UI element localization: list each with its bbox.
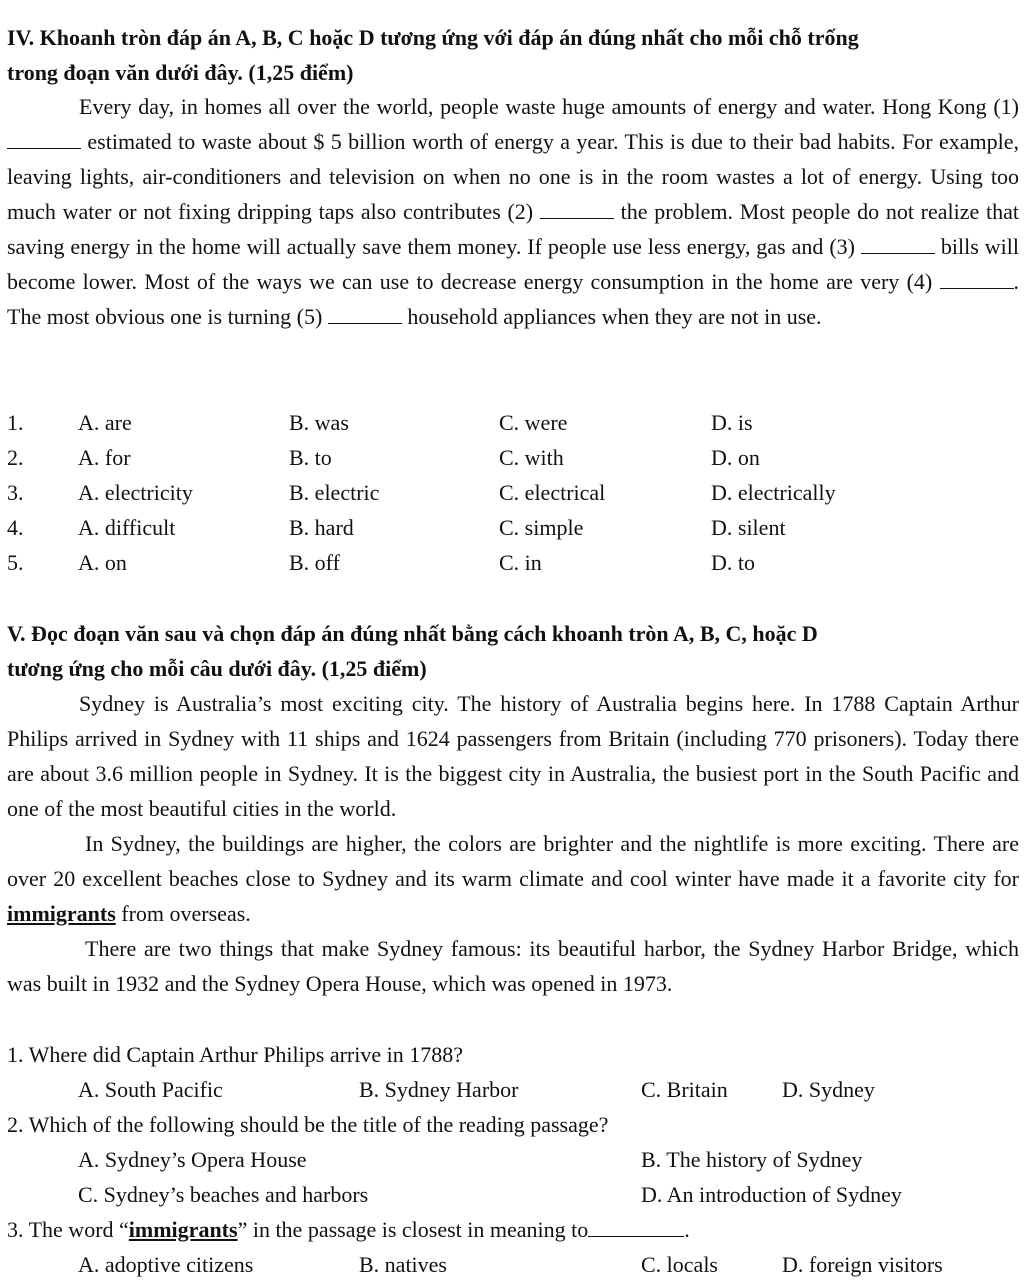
question-row — [7, 405, 1019, 440]
passage-part-4: bills will become lower. Most of the ways we can use to decrease energy consumption in the home are very (4) — [7, 234, 1019, 294]
section-4-heading-line1: IV. Khoanh tròn đáp án A, B, C hoặc D tương ứng với đáp án đúng nhất cho mỗi chỗ trống — [7, 25, 859, 50]
option-d[interactable]: D. An introduction of Sydney — [641, 1182, 902, 1207]
paragraph-2-text-before: In Sydney, the buildings are higher, the colors are brighter and the nightlife is more exciting. There are over 20 excellent beaches close to Sydney and its warm climate and cool winter have made it a favorite city for — [7, 831, 1019, 891]
question-number: 4. — [7, 515, 24, 540]
question-1-text: 1. Where did Captain Arthur Philips arrive in 1788? — [7, 1042, 464, 1067]
option-a[interactable]: A. adoptive citizens — [78, 1252, 254, 1277]
option-d[interactable]: D. on — [711, 445, 760, 470]
question-number: 5. — [7, 550, 24, 575]
keyword-immigrants: immigrants — [7, 901, 116, 926]
question-number: 1. — [7, 410, 24, 435]
question-2-text: 2. Which of the following should be the title of the reading passage? — [7, 1112, 609, 1137]
section-5-heading — [7, 616, 1019, 686]
option-b[interactable]: B. off — [289, 550, 340, 575]
option-a[interactable]: A. South Pacific — [78, 1077, 223, 1102]
option-a[interactable]: A. electricity — [78, 480, 193, 505]
question-number: 3. — [7, 480, 24, 505]
passage-part-1: Every day, in homes all over the world, people waste huge amounts of energy and water. Hong Kong (1) — [79, 94, 1019, 119]
option-d[interactable]: D. to — [711, 550, 755, 575]
section-5-paragraph-2 — [7, 826, 1019, 931]
question-row — [7, 475, 1019, 510]
section-4-answer-grid — [7, 405, 1019, 580]
blank-1 — [7, 130, 81, 149]
passage-part-3: the problem. Most people do not realize that saving energy in the home will actually save them money. If people use less energy, gas and (3) — [7, 199, 1020, 259]
section-5-heading-line1: V. Đọc đoạn văn sau và chọn đáp án đúng nhất bằng cách khoanh tròn A, B, C, hoặc D — [7, 621, 818, 646]
passage-part-6: household appliances when they are not in use. — [401, 304, 822, 329]
section-5-paragraph-3 — [7, 931, 1019, 1001]
question-2-options-row1 — [7, 1142, 1019, 1177]
question-3-text-before: 3. The word “ — [7, 1217, 129, 1242]
question-3-options — [7, 1247, 1019, 1282]
paragraph-1-text: Sydney is Australia’s most exciting city. The history of Australia begins here. In 1788 Captain Arthur Philips arrived in Sydney with 11 ships and 1624 passengers from Britain (including 770 prisoners). Today there are about 3.6 million people in Sydney. It is the biggest city in Australia, the busiest port in the South Pacific and one of the most beautiful cities in the world. — [7, 691, 1019, 821]
blank-2 — [540, 200, 614, 219]
option-a[interactable]: A. on — [78, 550, 127, 575]
question-3-text-after: ” in the passage is closest in meaning to — [237, 1217, 589, 1242]
paragraph-3-text: There are two things that make Sydney famous: its beautiful harbor, the Sydney Harbor Bridge, which was built in 1932 and the Sydney Opera House, which was opened in 1973. — [7, 936, 1019, 996]
option-c[interactable]: C. simple — [499, 515, 584, 540]
option-c[interactable]: C. were — [499, 410, 568, 435]
question-row — [7, 440, 1019, 475]
option-c[interactable]: C. electrical — [499, 480, 606, 505]
question-row — [7, 545, 1019, 580]
option-c[interactable]: C. locals — [641, 1252, 718, 1277]
option-b[interactable]: B. hard — [289, 515, 354, 540]
option-c[interactable]: C. with — [499, 445, 564, 470]
option-a[interactable]: A. are — [78, 410, 132, 435]
option-b[interactable]: B. to — [289, 445, 332, 470]
option-b[interactable]: B. natives — [359, 1252, 447, 1277]
section-4-heading — [7, 20, 1019, 90]
option-c[interactable]: C. in — [499, 550, 542, 575]
section-5-heading-line2: tương ứng cho mỗi câu dưới đây. (1,25 điểm) — [7, 656, 427, 681]
option-d[interactable]: D. Sydney — [782, 1077, 875, 1102]
question-1-options — [7, 1072, 1019, 1107]
passage-part-2: estimated to waste about $ 5 billion worth of energy a year. This is due to their bad habits. For example, leaving lights, air-conditioners and television on when no one is in the room wastes a lot of energy. Using too much water or not fixing dripping taps also contributes (2) — [7, 129, 1019, 224]
question-3-text-end: . — [684, 1217, 690, 1242]
paragraph-2-text-after: from overseas. — [115, 901, 251, 926]
option-b[interactable]: B. electric — [289, 480, 380, 505]
option-b[interactable]: B. The history of Sydney — [641, 1147, 863, 1172]
section-4-passage — [7, 89, 1019, 334]
option-b[interactable]: B. Sydney Harbor — [359, 1077, 519, 1102]
question-3-text — [7, 1212, 1019, 1247]
section-4-heading-line2: trong đoạn văn dưới đây. (1,25 điểm) — [7, 60, 354, 85]
passage-part-5: . The most obvious one is turning (5) — [7, 269, 1019, 329]
option-a[interactable]: A. Sydney’s Opera House — [78, 1147, 307, 1172]
option-a[interactable]: A. for — [78, 445, 131, 470]
option-d[interactable]: D. electrically — [711, 480, 836, 505]
blank-question-3 — [588, 1218, 684, 1237]
option-c[interactable]: C. Britain — [641, 1077, 728, 1102]
section-5-questions — [7, 1037, 1019, 1282]
section-5-paragraph-1 — [7, 686, 1019, 826]
question-2-options-row2 — [7, 1177, 1019, 1212]
option-d[interactable]: D. foreign visitors — [782, 1252, 943, 1277]
keyword-immigrants-question: immigrants — [128, 1217, 238, 1242]
option-d[interactable]: D. is — [711, 410, 753, 435]
blank-4 — [940, 270, 1014, 289]
option-b[interactable]: B. was — [289, 410, 349, 435]
blank-3 — [861, 235, 935, 254]
question-row — [7, 510, 1019, 545]
option-d[interactable]: D. silent — [711, 515, 786, 540]
blank-5 — [328, 305, 402, 324]
option-a[interactable]: A. difficult — [78, 515, 176, 540]
question-number: 2. — [7, 445, 24, 470]
option-c[interactable]: C. Sydney’s beaches and harbors — [78, 1182, 369, 1207]
